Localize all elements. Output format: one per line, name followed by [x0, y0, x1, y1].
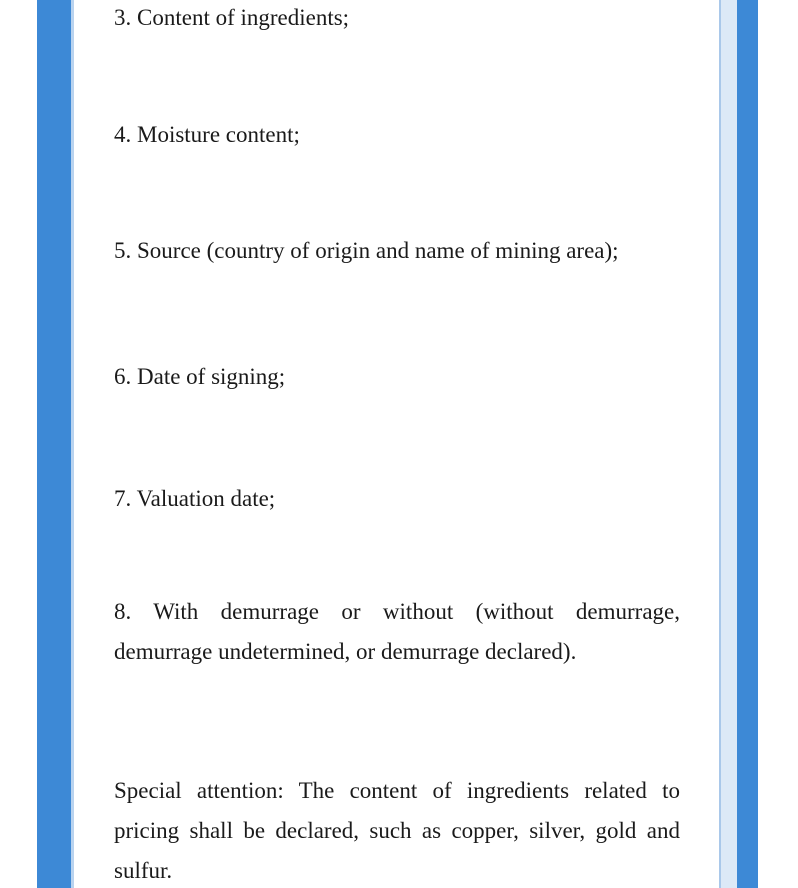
list-item-4: 4. Moisture content;: [114, 122, 300, 147]
list-item-8: 8. With demurrage or without (without demurrage, demurrage undetermined, or demurrage declared).: [114, 599, 680, 664]
list-item-5: 5. Source (country of origin and name of mining area);: [114, 238, 619, 263]
list-item-7: 7. Valuation date;: [114, 486, 276, 511]
special-attention-note: Special attention: The content of ingredients related to pricing shall be declared, such as copper, silver, gold and sulfur.: [114, 778, 680, 883]
left-border: [37, 0, 71, 888]
right-border-strip: [721, 0, 737, 888]
right-border: [737, 0, 758, 888]
left-border-edge: [71, 0, 74, 888]
list-item-6: 6. Date of signing;: [114, 364, 286, 389]
list-item-3: 3. Content of ingredients;: [114, 5, 350, 30]
